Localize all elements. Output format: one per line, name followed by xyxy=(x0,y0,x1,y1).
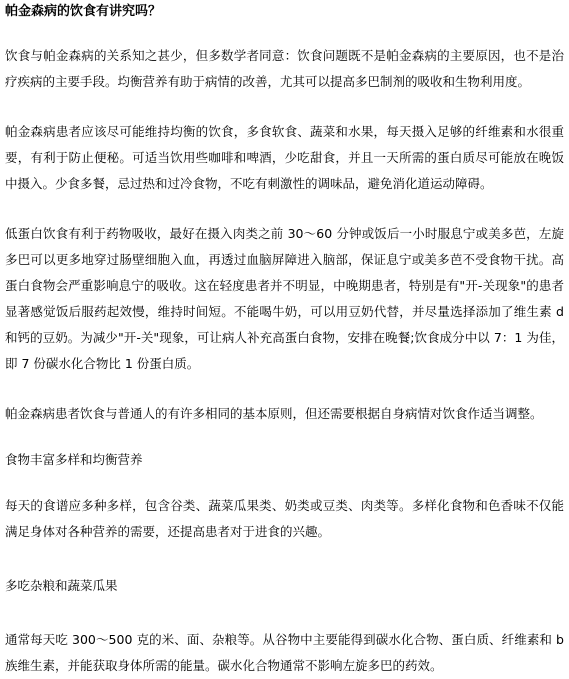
paragraph-low-protein: 低蛋白饮食有利于药物吸收，最好在摄入肉类之前 30～60 分钟或饭后一小时服息宁或美多芭，左旋多巴可以更多地穿过肠壁细胞入血，再透过血脑屏障进入脑部，保证息宁或美多芭不受食物干扰。高蛋白食物会严重影响息宁的吸收。这在轻度患者并不明显，中晚期患者，特别是有"开-关现象"的患者显著感觉饭后服药起效慢，维持时间短。不能喝牛奶，可以用豆奶代替，并尽量选择添加了维生素 d 和钙的豆奶。为减少"开-关"现象，可让病人补充高蛋白食物，安排在晚餐;饮食成分中以 7：1 为佳，即 7 份碳水化合物比 1 份蛋白质。 xyxy=(5,226,564,371)
paragraph-principles: 帕金森病患者饮食与普通人的有许多相同的基本原则，但还需要根据自身病情对饮食作适当调整。 xyxy=(5,406,543,421)
section-heading-variety: 食物丰富多样和均衡营养 xyxy=(5,452,143,467)
paragraph-grains: 通常每天吃 300～500 克的米、面、杂粮等。从谷物中主要能得到碳水化合物、蛋白质、纤维素和 b 族维生素，并能获取身体所需的能量。碳水化合物通常不影响左旋多巴的药效。 xyxy=(5,632,564,673)
paragraph-variety: 每天的食谱应多种多样，包含谷类、蔬菜瓜果类、奶类或豆类、肉类等。多样化食物和色香味不仅能满足身体对各种营养的需要，还提高患者对于进食的兴趣。 xyxy=(5,498,564,539)
article-title: 帕金森病的饮食有讲究吗？ xyxy=(5,4,162,19)
paragraph-intro: 饮食与帕金森病的关系知之甚少，但多数学者同意：饮食问题既不是帕金森病的主要原因，也不是治疗疾病的主要手段。均衡营养有助于病情的改善，尤其可以提高多巴制剂的吸收和生物利用度。 xyxy=(5,48,564,89)
paragraph-balanced-diet: 帕金森病患者应该尽可能维持均衡的饮食，多食软食、蔬菜和水果，每天摄入足够的纤维素和水很重要，有利于防止便秘。可适当饮用些咖啡和啤酒，少吃甜食，并且一天所需的蛋白质尽可能放在晚饭中摄入。少食多餐，忌过热和过冷食物，不吃有刺激性的调味品，避免消化道运动障碍。 xyxy=(5,124,564,191)
section-heading-grains: 多吃杂粮和蔬菜瓜果 xyxy=(5,578,118,593)
